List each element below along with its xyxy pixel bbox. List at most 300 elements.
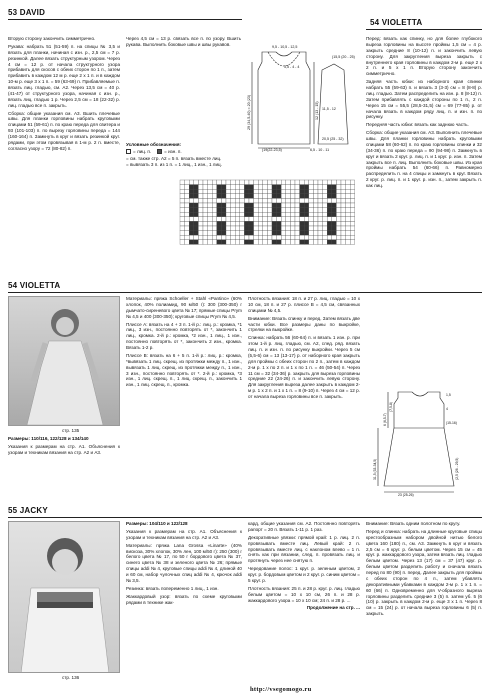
chart-cell <box>189 226 194 231</box>
plisse-b-text: Плиссе В: вязать на 6 + 5 п. 1-й р.: лиц. р.: кромка, *вывязать 1 лиц. скрещ. из протяжки между п., 1 изн., вывязать 1 лиц. скрещ. из протяжки между п., 1 изн., 3 изн., постоянно повторять от *. 2-й р.: кромка, *3 изн., 1 лиц. скрещ. п., 1 лиц. скрещ. п., закончить 1 изн., 1 лиц. скрещ. п., кромка. <box>126 352 242 388</box>
chart-cell <box>332 231 337 236</box>
chart-cell <box>231 208 236 213</box>
chart-cell <box>198 185 203 190</box>
chart-cell <box>290 208 295 213</box>
chart-cell <box>231 189 236 194</box>
chart-cell <box>272 240 277 245</box>
chart-cell <box>263 194 268 199</box>
section-54-column-3 <box>248 296 360 402</box>
chart-cell <box>341 231 346 236</box>
chart-cell <box>226 198 231 203</box>
chart-cell <box>180 203 185 208</box>
chart-cell <box>327 180 332 185</box>
chart-cell <box>304 226 309 231</box>
chart-cell <box>244 235 249 240</box>
chart-cell <box>240 212 245 217</box>
chart-cell <box>277 194 282 199</box>
chart-cell <box>212 180 217 185</box>
chart-cell <box>194 235 199 240</box>
chart-cell <box>346 194 351 199</box>
chart-cell <box>217 231 222 236</box>
chart-cell <box>341 235 346 240</box>
chart-cell <box>300 226 305 231</box>
chart-cell <box>272 198 277 203</box>
chart-cell <box>318 226 323 231</box>
chart-cell <box>185 240 190 245</box>
chart-cell <box>217 217 222 222</box>
chart-cell <box>254 180 259 185</box>
chart-cell <box>231 198 236 203</box>
chart-cell <box>272 203 277 208</box>
chart-cell <box>189 240 194 245</box>
chart-cell <box>235 180 240 185</box>
chart-cell <box>194 208 199 213</box>
chart-cell <box>244 180 249 185</box>
chart-cell <box>336 240 341 245</box>
section-title: VIOLETTA <box>19 281 61 290</box>
chart-cell <box>281 212 286 217</box>
chart-cell <box>212 212 217 217</box>
chart-cell <box>254 198 259 203</box>
chart-cell <box>226 217 231 222</box>
chart-cell <box>318 185 323 190</box>
chart-cell <box>212 194 217 199</box>
chart-cell <box>254 189 259 194</box>
chart-cell <box>281 203 286 208</box>
chart-cell <box>217 198 222 203</box>
chart-cell <box>263 180 268 185</box>
chart-cell <box>231 217 236 222</box>
chart-cell <box>208 185 213 190</box>
chart-cell <box>185 198 190 203</box>
footer-url[interactable]: http://vsegomogo.ru <box>250 686 312 693</box>
chart-cell <box>194 221 199 226</box>
chart-cell <box>240 226 245 231</box>
back-text: Спинка: набрать 56 (60-64) п. и вязать 1 изн. р. при этом 1-й р. лиц. гладью, см. А2, след. ряд. вязать лиц. п. и изн. п. по рисунку выкройки. Через 5 см (5,5-6) см = 13 (13-17) р. от наборного края закрыть для проймы с обеих сторон по 2 п., затем в каждом 2-м р. 1 x по 2 п. и 1 x по 1 п. = 46 (50-54) п. Через 11 см = 32 (34-36) р. закрыть для выреза горловины средние 22 (24-26) п. и закончить левую сторону. Для закругления выреза далее закрыть в каждом 2-м р. 1 x 2 п. и 1 x 1 п. = 8 (9-10) п. Через 4 см = 12 р. от начала выреза горловины все п. закрыть. <box>248 335 360 399</box>
chart-cell <box>194 198 199 203</box>
chart-cell <box>277 189 282 194</box>
chart-cell <box>194 180 199 185</box>
chart-cell <box>323 212 328 217</box>
chart-cell <box>189 208 194 213</box>
chart-cell <box>189 203 194 208</box>
chart-cell <box>290 189 295 194</box>
chart-cell <box>240 240 245 245</box>
chart-cell <box>341 198 346 203</box>
chart-cell <box>212 203 217 208</box>
chart-cell <box>277 208 282 213</box>
section-title: VIOLETTA <box>381 18 423 27</box>
chart-cell <box>272 217 277 222</box>
chart-cell <box>244 212 249 217</box>
chart-cell <box>304 194 309 199</box>
chart-cell <box>185 189 190 194</box>
attention-text: Внимание: Вязать одним полотном по кругу. <box>366 521 461 526</box>
chart-cell <box>217 180 222 185</box>
chart-cell <box>235 185 240 190</box>
chart-cell <box>318 221 323 226</box>
chart-cell <box>217 189 222 194</box>
chart-cell <box>286 180 291 185</box>
chart-cell <box>208 208 213 213</box>
chart-cell <box>189 189 194 194</box>
front-text: Перед: вязать как спинку, но для более глубокого выреза горловины на высоте проймы 1,5 см = 4 р. закрыть средние 8 (10-12) п. и закончить левую сторону. Для закругления выреза закрыть с внутреннего края горловины в каждом 2-м р. еще 2 x 2 п. и 5 x 1 п. Вторую сторону закончить симметрично. <box>366 36 482 77</box>
chart-cell <box>212 189 217 194</box>
chart-cell <box>198 226 203 231</box>
chart-cell <box>309 185 314 190</box>
chart-cell <box>295 194 300 199</box>
sweater-schematic <box>222 40 362 152</box>
density-text: Плотность вязания: 18 п. и 27 р. лиц. гладью = 10 x 10 см, 18 п. и 27 р. плиссе В = 4,5 см, связанных спицами № 4,5. <box>248 296 360 313</box>
chart-cell <box>185 221 190 226</box>
chart-cell <box>295 221 300 226</box>
chart-cell <box>300 217 305 222</box>
chart-cell <box>267 240 272 245</box>
dimension-label: 4 <box>446 407 448 411</box>
chart-cell <box>313 208 318 213</box>
chart-cell <box>272 208 277 213</box>
chart-cell <box>189 194 194 199</box>
chart-cell <box>217 208 222 213</box>
chart-cell <box>258 180 263 185</box>
chart-cell <box>231 226 236 231</box>
dimension-label: 6 (6,5-7) <box>383 413 387 426</box>
chart-cell <box>286 221 291 226</box>
chart-cell <box>300 194 305 199</box>
chart-cell <box>217 185 222 190</box>
chart-cell <box>346 226 351 231</box>
chart-cell <box>263 189 268 194</box>
assembly-text: Сборка: общие указания см. А3. Вшить плечевые швы. Для планки горловины набрать круговыми спицами 51 (59-61) п. по краю переда для свитера и 93 (101-103) п. по вырезу горловины переда = 144 (160-164) п. Замкнуть в круг и вязать резинкой круг. рядами, при этом провязывая в 1-м р. 2 п. вместе, согласно узору = 72 (80-82) п. <box>8 110 120 151</box>
chart-cell <box>180 212 185 217</box>
chart-cell <box>336 203 341 208</box>
chart-cell <box>226 185 231 190</box>
chart-cell <box>318 203 323 208</box>
chart-cell <box>240 180 245 185</box>
chart-cell <box>208 203 213 208</box>
sizes-label: Размеры: <box>126 521 148 526</box>
chart-cell <box>249 212 254 217</box>
chart-cell <box>277 180 282 185</box>
chart-cell <box>327 235 332 240</box>
chart-cell <box>263 185 268 190</box>
chart-cell <box>254 208 259 213</box>
chart-cell <box>313 194 318 199</box>
chart-cell <box>327 185 332 190</box>
boy-sweater-photo <box>8 521 120 673</box>
chart-cell <box>309 212 314 217</box>
chart-cell <box>249 221 254 226</box>
chart-cell <box>267 212 272 217</box>
chart-cell <box>272 189 277 194</box>
chart-cell <box>277 231 282 236</box>
chart-cell <box>267 231 272 236</box>
chart-cell <box>180 208 185 213</box>
chart-cell <box>267 226 272 231</box>
chart-cell <box>267 203 272 208</box>
chart-cell <box>272 235 277 240</box>
chart-cell <box>240 185 245 190</box>
chart-cell <box>221 240 226 245</box>
chart-cell <box>235 189 240 194</box>
chart-cell <box>332 226 337 231</box>
chart-cell <box>313 221 318 226</box>
chart-cell <box>272 185 277 190</box>
chart-cell <box>249 194 254 199</box>
chart-cell <box>309 203 314 208</box>
chart-cell <box>240 231 245 236</box>
chart-cell <box>194 217 199 222</box>
chart-cell <box>350 240 355 245</box>
chart-cell <box>198 203 203 208</box>
chart-cell <box>318 189 323 194</box>
photo-caption: стр. 136 <box>62 675 80 680</box>
chart-cell <box>263 212 268 217</box>
materials-text: Материалы: пряжа Schoeller + Stahl «Pantino» (60% хлопок, 40% полиамид, 90 м/50 г): 300 (300-350) г дымчато-сиреневого цвета № 17; прямые спицы Prym № 4,5 и 400 (300-350); круговые спицы Prym № 4,5. <box>126 296 242 319</box>
chart-cell <box>300 235 305 240</box>
chart-cell <box>309 231 314 236</box>
chart-cell <box>185 235 190 240</box>
chart-cell <box>194 189 199 194</box>
chart-cell <box>244 217 249 222</box>
chart-cell <box>350 217 355 222</box>
chart-cell <box>217 240 222 245</box>
chart-cell <box>249 180 254 185</box>
chart-cell <box>272 231 277 236</box>
chart-cell <box>286 217 291 222</box>
sizes-note: Указания к размерам на стр. А1. Объяснения к узорам и техникам вязания на стр. А2 и А3. <box>126 528 242 540</box>
chart-cell <box>313 217 318 222</box>
chart-cell <box>350 212 355 217</box>
chart-cell <box>235 217 240 222</box>
chart-cell <box>244 231 249 236</box>
dimension-label: 1,5 <box>446 393 451 397</box>
chart-cell <box>286 189 291 194</box>
chart-cell <box>194 203 199 208</box>
assembly-text: Сборка: общие указания см. А3. Выполнить плечевые швы. Для планки горловины набрать круговыми спицами 58 (60-62) п. по краю горловины спинки и 32 (34-36) п. по краю переда = 90 (94-98) п. Замкнуть в круг и вязать 2 круг. р. лиц. п. и 1 круг. р. изн. п. Затем закрыть все п. лиц. Выполнить боковые швы. Из края проймы набрать 54 (60-66) п. Равномерно распределить п. на 4 спицы и замкнуть в круг. Вязать 2 круг. р. лиц. п. и 1 круг. р. изн. п., затем закрыть п. как лиц. <box>366 130 482 188</box>
chart-cell <box>208 212 213 217</box>
chart-cell <box>350 180 355 185</box>
stripes-text: Чередование полос: 1 круг. р. зеленым цветом, 2 круг. р. бордовым цветом и 2 круг. р. синим цветом = 5 круг. р. <box>248 566 360 583</box>
chart-cell <box>235 208 240 213</box>
chart-cell <box>180 194 185 199</box>
chart-cell <box>198 221 203 226</box>
chart-cell <box>277 203 282 208</box>
chart-cell <box>277 212 282 217</box>
chart-cell <box>318 217 323 222</box>
chart-cell <box>313 185 318 190</box>
chart-cell <box>318 240 323 245</box>
legend-item: = изн. п. <box>164 148 182 154</box>
sizes-label: Размеры: <box>8 436 30 441</box>
chart-cell <box>258 203 263 208</box>
dimension-label: (19(22-23,5) <box>262 148 282 152</box>
chart-cell <box>198 208 203 213</box>
chart-cell <box>208 231 213 236</box>
chart-cell <box>332 185 337 190</box>
chart-cell <box>304 217 309 222</box>
chart-cell <box>304 221 309 226</box>
chart-cell <box>309 208 314 213</box>
chart-cell <box>309 221 314 226</box>
knit-symbol-icon <box>126 149 131 154</box>
chart-cell <box>346 221 351 226</box>
chart-cell <box>277 221 282 226</box>
chart-cell <box>350 208 355 213</box>
chart-cell <box>350 226 355 231</box>
chart-cell <box>221 194 226 199</box>
chart-cell <box>221 185 226 190</box>
chart-cell <box>231 231 236 236</box>
chart-cell <box>212 226 217 231</box>
chart-cell <box>290 226 295 231</box>
chart-cell <box>203 240 208 245</box>
chart-cell <box>309 217 314 222</box>
continuation-text: Через 4,5 см = 13 р. связать все п. по узору. Вшить рукава. Выполнить боковые швы и швы рукавов. <box>126 36 241 47</box>
chart-cell <box>286 240 291 245</box>
chart-cell <box>254 217 259 222</box>
legend-title: Условные обозначения: <box>126 142 182 147</box>
chart-cell <box>323 226 328 231</box>
chart-cell <box>258 217 263 222</box>
chart-cell <box>235 203 240 208</box>
chart-cell <box>341 217 346 222</box>
chart-cell <box>277 240 282 245</box>
chart-cell <box>231 235 236 240</box>
chart-cell <box>318 194 323 199</box>
photo-caption: стр. 135 <box>62 428 80 433</box>
chart-cell <box>203 198 208 203</box>
chart-cell <box>300 231 305 236</box>
chart-cell <box>258 235 263 240</box>
density-text: Плотность вязания: 25 п. и 28 р. круг. р. лиц. гладью белым цветом = 10 x 10 см, 26 п. и 28 р. жаккардового узора = 10 x 10 см; 24 п. и 28 р. ... <box>248 585 360 603</box>
chart-cell <box>231 185 236 190</box>
chart-cell <box>295 208 300 213</box>
chart-cell <box>281 240 286 245</box>
chart-cell <box>304 189 309 194</box>
chart-cell <box>313 235 318 240</box>
chart-cell <box>277 185 282 190</box>
chart-cell <box>203 189 208 194</box>
chart-cell <box>240 208 245 213</box>
chart-cell <box>336 208 341 213</box>
chart-cell <box>217 203 222 208</box>
chart-cell <box>267 217 272 222</box>
chart-cell <box>327 217 332 222</box>
chart-cell <box>249 198 254 203</box>
chart-cell <box>244 185 249 190</box>
chart-cell <box>281 194 286 199</box>
chart-cell <box>277 217 282 222</box>
chart-cell <box>332 194 337 199</box>
continuation-text: кард, общие указания см. А2. Постоянно повторять рапорт = 20 п. Вязать 1-11 р. 1 раз. <box>248 521 360 532</box>
chart-cell <box>313 189 318 194</box>
chart-cell <box>341 185 346 190</box>
chart-cell <box>226 235 231 240</box>
chart-cell <box>281 226 286 231</box>
chart-cell <box>254 185 259 190</box>
chart-cell <box>290 231 295 236</box>
chart-cell <box>267 194 272 199</box>
chart-cell <box>258 240 263 245</box>
chart-cell <box>300 185 305 190</box>
chart-cell <box>189 212 194 217</box>
chart-cell <box>341 208 346 213</box>
chart-cell <box>323 198 328 203</box>
chart-cell <box>300 208 305 213</box>
chart-cell <box>180 217 185 222</box>
chart-cell <box>249 226 254 231</box>
chart-cell <box>286 226 291 231</box>
chart-cell <box>258 189 263 194</box>
chart-cell <box>244 240 249 245</box>
chart-cell <box>258 194 263 199</box>
chart-cell <box>277 198 282 203</box>
chart-cell <box>300 212 305 217</box>
chart-cell <box>281 189 286 194</box>
chart-cell <box>346 212 351 217</box>
chart-cell <box>304 208 309 213</box>
legend <box>126 142 246 168</box>
chart-cell <box>258 226 263 231</box>
chart-cell <box>263 217 268 222</box>
section-title: JACKY <box>19 506 48 515</box>
chart-cell <box>263 203 268 208</box>
chart-cell <box>185 212 190 217</box>
chart-cell <box>212 217 217 222</box>
chart-cell <box>267 185 272 190</box>
section-title: DAVID <box>19 8 46 17</box>
dimension-label: (15-16) <box>446 421 457 425</box>
chart-cell <box>212 185 217 190</box>
chart-cell <box>327 203 332 208</box>
chart-cell <box>189 231 194 236</box>
chart-cell <box>249 208 254 213</box>
chart-cell <box>198 240 203 245</box>
chart-cell <box>300 198 305 203</box>
chart-cell <box>350 189 355 194</box>
chart-cell <box>327 231 332 236</box>
chart-cell <box>323 235 328 240</box>
chart-cell <box>295 231 300 236</box>
chart-cell <box>240 235 245 240</box>
section-54-right-column <box>366 36 482 191</box>
chart-cell <box>263 221 268 226</box>
chart-cell <box>332 212 337 217</box>
chart-cell <box>341 240 346 245</box>
chart-cell <box>254 212 259 217</box>
attention-text: Внимание: Вязать спинку и перед. Затем вязать две части юбки. Все размеры даны по выкройке, стрелки на выкройке. <box>248 315 360 333</box>
chart-cell <box>290 235 295 240</box>
chart-cell <box>249 217 254 222</box>
chart-cell <box>180 221 185 226</box>
chart-cell <box>341 203 346 208</box>
chart-cell <box>217 226 222 231</box>
chart-cell <box>286 208 291 213</box>
chart-cell <box>267 208 272 213</box>
dimension-label: 3,5 - 4 - 4 <box>284 65 300 69</box>
chart-cell <box>313 198 318 203</box>
section-number: 55 <box>8 506 18 515</box>
chart-cell <box>290 203 295 208</box>
chart-cell <box>221 221 226 226</box>
chart-cell <box>203 231 208 236</box>
chart-cell <box>249 203 254 208</box>
section-number: 53 <box>8 8 18 17</box>
chart-cell <box>212 208 217 213</box>
chart-cell <box>286 194 291 199</box>
chart-cell <box>309 235 314 240</box>
